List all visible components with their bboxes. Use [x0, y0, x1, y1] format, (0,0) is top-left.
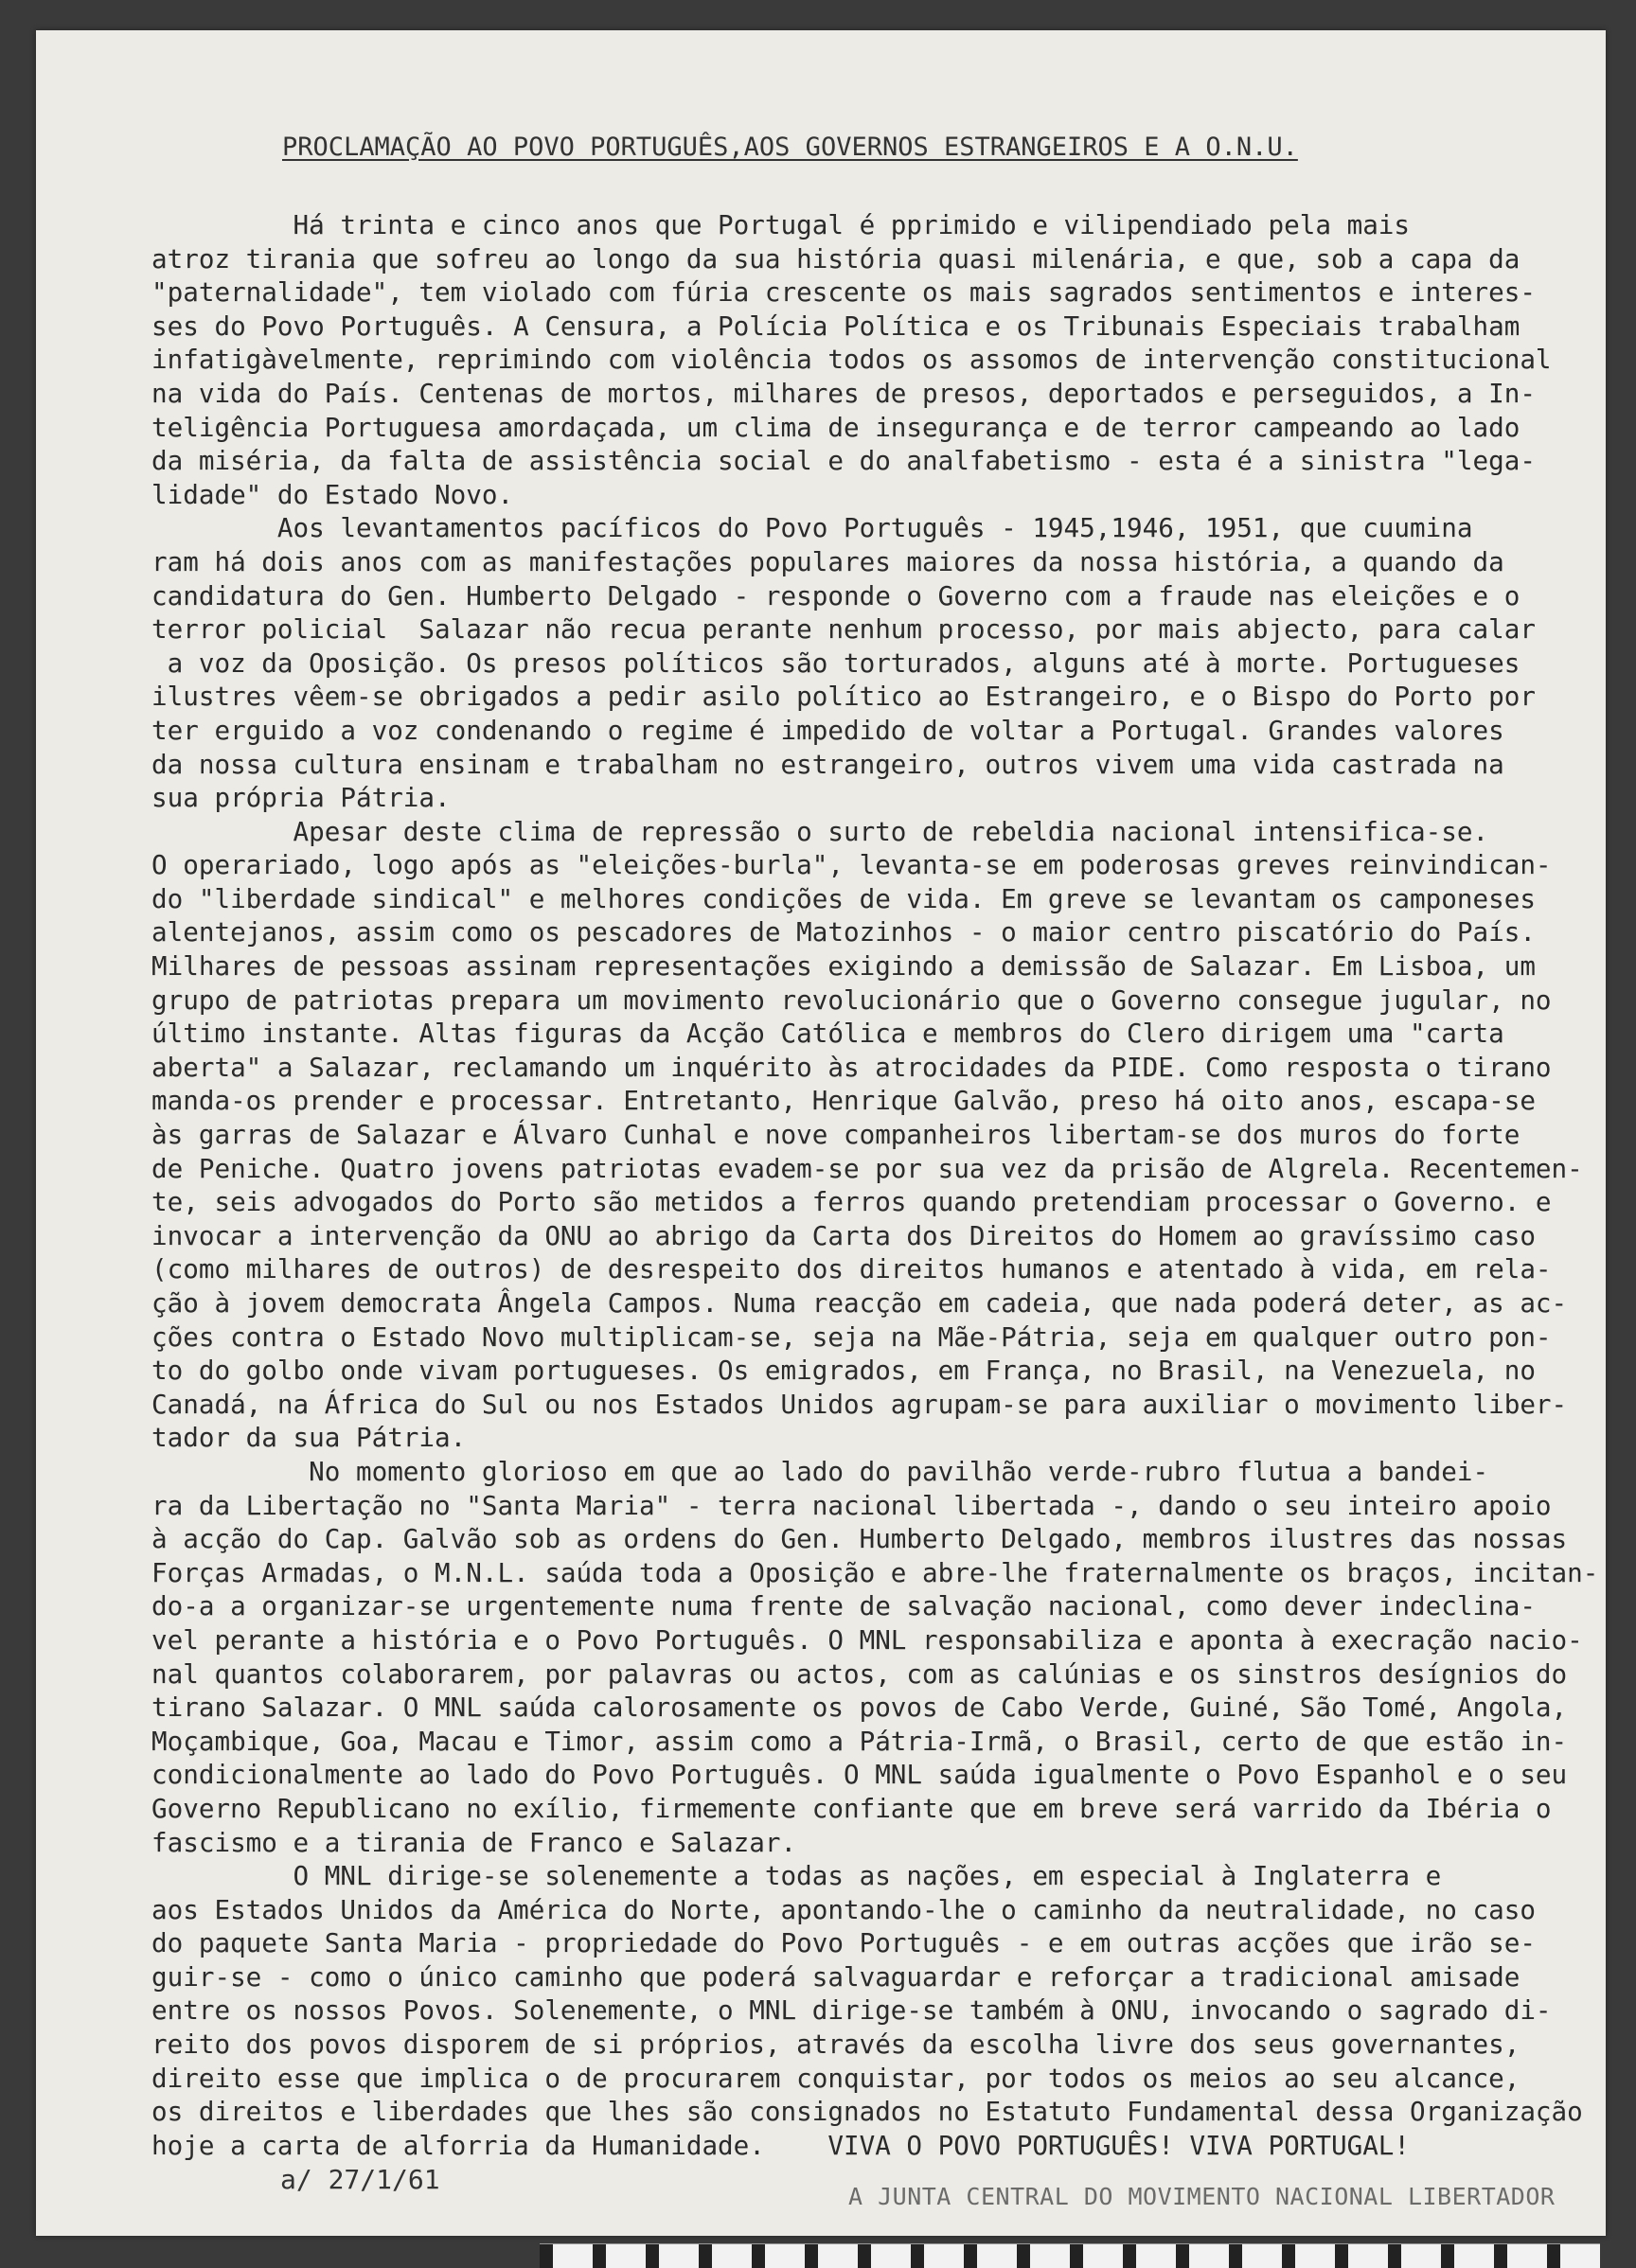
- text-line: direito esse que implica o de procurarem conquistar, por todos os meios ao seu alcance,: [151, 2062, 1520, 2094]
- document-date: a/ 27/1/61: [280, 2164, 440, 2195]
- text-line: Governo Republicano no exílio, firmemente confiante que em breve será varrido da Ibéria o: [151, 1792, 1552, 1824]
- document-page: [36, 30, 1606, 2236]
- text-line: aberta" a Salazar, reclamando um inquérito às atrocidades da PIDE. Como resposta o tirano: [151, 1051, 1552, 1083]
- text-line: infatigàvelmente, reprimindo com violência todos os assomos de intervenção constitucional: [151, 344, 1552, 376]
- text-line: na vida do País. Centenas de mortos, milhares de presos, deportados e perseguidos, a In-: [151, 377, 1536, 409]
- document-signature: A JUNTA CENTRAL DO MOVIMENTO NACIONAL LIBERTADOR: [848, 2183, 1556, 2210]
- text-line: alentejanos, assim como os pescadores de Matozinhos - o maior centro piscatório do País.: [151, 916, 1536, 948]
- text-line: do "liberdade sindical" e melhores condições de vida. Em greve se levantam os camponeses: [151, 882, 1536, 914]
- text-line: terror policial Salazar não recua perante nenhum processo, por mais abjecto, para calar: [151, 613, 1536, 646]
- text-line: Milhares de pessoas assinam representações exigindo a demissão de Salazar. Em Lisboa, um: [151, 950, 1536, 983]
- scan-scale-bar: [540, 2243, 1600, 2268]
- text-line: ter erguido a voz condenando o regime é impedido de voltar a Portugal. Grandes valores: [151, 714, 1504, 746]
- document-body: [151, 208, 1599, 2162]
- text-line: da nossa cultura ensinam e trabalham no estrangeiro, outros vivem uma vida castrada na: [151, 748, 1504, 780]
- text-line: to do golbo onde vivam portugueses. Os emigrados, em França, no Brasil, na Venezuela, no: [151, 1355, 1536, 1387]
- text-line: ilustres vêem-se obrigados a pedir asilo político ao Estrangeiro, e o Bispo do Porto por: [151, 681, 1536, 713]
- text-line: (como milhares de outros) de desrespeito dos direitos humanos e atentado à vida, em rela-: [151, 1253, 1552, 1285]
- text-line: à acção do Cap. Galvão sob as ordens do Gen. Humberto Delgado, membros ilustres das nossas: [151, 1523, 1568, 1555]
- text-line: do-a a organizar-se urgentemente numa frente de salvação nacional, como dever indeclina-: [151, 1590, 1536, 1622]
- text-line: invocar a intervenção da ONU ao abrigo da Carta dos Direitos do Homem ao gravíssimo caso: [151, 1219, 1536, 1251]
- text-line: a voz da Oposição. Os presos políticos são torturados, alguns até à morte. Portugueses: [151, 647, 1520, 679]
- text-line: Aos levantamentos pacíficos do Povo Português - 1945,1946, 1951, que cuumina: [151, 512, 1473, 544]
- text-line: ção à jovem democrata Ângela Campos. Numa reacção em cadeia, que nada poderá deter, as ac-: [151, 1287, 1568, 1319]
- text-line: entre os nossos Povos. Solenemente, o MNL dirige-se também à ONU, invocando o sagrado di-: [151, 1994, 1552, 2027]
- text-line: manda-os prender e processar. Entretanto, Henrique Galvão, preso há oito anos, escapa-se: [151, 1085, 1536, 1117]
- text-line: candidatura do Gen. Humberto Delgado - responde o Governo com a fraude nas eleições e o: [151, 579, 1520, 611]
- text-line: Forças Armadas, o M.N.L. saúda toda a Oposição e abre-lhe fraternalmente os braços, incitan-: [151, 1556, 1599, 1588]
- text-line: lidade" do Estado Novo.: [151, 478, 514, 510]
- text-line: atroz tirania que sofreu ao longo da sua história quasi milenária, e que, sob a capa da: [151, 242, 1520, 275]
- text-line: ram há dois anos com as manifestações populares maiores da nossa história, a quando da: [151, 545, 1504, 577]
- text-line: às garras de Salazar e Álvaro Cunhal e nove companheiros libertam-se dos muros do forte: [151, 1119, 1520, 1151]
- text-line: teligência Portuguesa amordaçada, um clima de insegurança e de terror campeando ao lado: [151, 411, 1520, 443]
- text-line: guir-se - como o único caminho que poderá salvaguardar e reforçar a tradicional amisade: [151, 1960, 1520, 1993]
- text-line: Há trinta e cinco anos que Portugal é pprimido e vilipendiado pela mais: [151, 209, 1411, 240]
- text-line: Apesar deste clima de repressão o surto de rebeldia nacional intensifica-se.: [151, 815, 1489, 847]
- text-line: da miséria, da falta de assistência social e do analfabetismo - esta é a sinistra "lega-: [151, 445, 1536, 477]
- text-line: tador da sua Pátria.: [151, 1422, 467, 1454]
- text-line: sua própria Pátria.: [151, 782, 451, 814]
- text-line: grupo de patriotas prepara um movimento revolucionário que o Governo consegue jugular, no: [151, 983, 1552, 1016]
- text-line: No momento glorioso em que ao lado do pavilhão verde-rubro flutua a bandei-: [151, 1455, 1489, 1487]
- document-title: PROCLAMAÇÃO AO POVO PORTUGUÊS,AOS GOVERNOS ESTRANGEIROS E A O.N.U.: [282, 133, 1298, 162]
- text-line: reito dos povos disporem de si próprios, através da escolha livre dos seus governantes,: [151, 2029, 1520, 2061]
- text-line: tirano Salazar. O MNL saúda calorosamente os povos de Cabo Verde, Guiné, São Tomé, Angola,: [151, 1692, 1568, 1724]
- text-line: nal quantos colaborarem, por palavras ou actos, com as calúnias e os sinstros desígnios do: [151, 1657, 1568, 1690]
- text-line: "paternalidade", tem violado com fúria crescente os mais sagrados sentimentos e interes-: [151, 276, 1536, 309]
- text-line: O MNL dirige-se solenemente a todas as nações, em especial à Inglaterra e: [151, 1860, 1442, 1892]
- text-line: de Peniche. Quatro jovens patriotas evadem-se por sua vez da prisão de Algrela. Recentemen-: [151, 1152, 1583, 1184]
- text-line: condicionalmente ao lado do Povo Português. O MNL saúda igualmente o Povo Espanhol e o seu: [151, 1759, 1568, 1791]
- text-line: último instante. Altas figuras da Acção Católica e membros do Clero dirigem uma "carta: [151, 1018, 1504, 1050]
- text-line: te, seis advogados do Porto são metidos a ferros quando pretendiam processar o Governo. e: [151, 1186, 1552, 1218]
- text-line: ses do Povo Português. A Censura, a Polícia Política e os Tribunais Especiais trabalham: [151, 310, 1520, 342]
- text-line: os direitos e liberdades que lhes são consignados no Estatuto Fundamental dessa Organização: [151, 2096, 1583, 2128]
- text-line: fascismo e a tirania de Franco e Salazar.: [151, 1826, 797, 1858]
- text-line: vel perante a história e o Povo Português. O MNL responsabiliza e aponta à execração nacio-: [151, 1623, 1583, 1656]
- text-line: Moçambique, Goa, Macau e Timor, assim como a Pátria-Irmã, o Brasil, certo de que estão in-: [151, 1725, 1568, 1757]
- text-line: Canadá, na África do Sul ou nos Estados Unidos agrupam-se para auxiliar o movimento liber-: [151, 1388, 1568, 1420]
- text-line: ra da Libertação no "Santa Maria" - terra nacional libertada -, dando o seu inteiro apoio: [151, 1489, 1552, 1521]
- text-line: ções contra o Estado Novo multiplicam-se, seja na Mãe-Pátria, seja em qualquer outro pon-: [151, 1320, 1552, 1353]
- text-line: hoje a carta de alforria da Humanidade. VIVA O POVO PORTUGUÊS! VIVA PORTUGAL!: [151, 2129, 1411, 2161]
- text-line: do paquete Santa Maria - propriedade do Povo Português - e em outras acções que irão se-: [151, 1927, 1536, 1959]
- text-line: aos Estados Unidos da América do Norte, apontando-lhe o caminho da neutralidade, no caso: [151, 1893, 1536, 1925]
- text-line: O operariado, logo após as "eleições-burla", levanta-se em poderosas greves reinvindican-: [151, 849, 1552, 881]
